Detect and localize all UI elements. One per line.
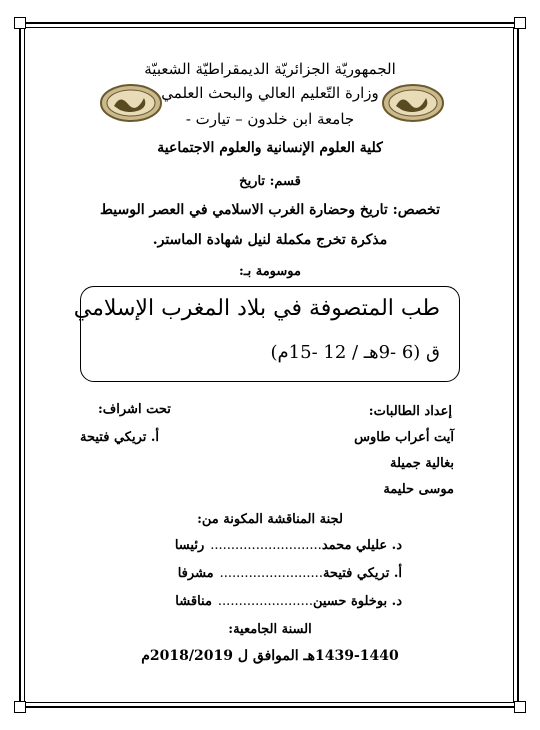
committee-member-1 (175, 538, 402, 553)
academic-year-label: السنة الجامعية: (228, 622, 312, 637)
border-corner-top-right (514, 17, 526, 29)
border-corner-top-left (14, 17, 26, 29)
committee-member-2 (178, 566, 402, 581)
student-name-1: آيت أعراب طاوس (354, 430, 454, 445)
committee-heading: لجنة المناقشة المكونة من: (197, 512, 343, 527)
thesis-dates: ق (6 -9هـ / 12 -15م) (270, 342, 440, 363)
thesis-title: طب المتصوفة في بلاد المغرب الإسلامي (73, 296, 440, 321)
student-name-2: بغالية جميلة (390, 456, 454, 471)
titled-label: موسومة بـ: (239, 264, 301, 279)
supervisor-name: أ. تريكي فتيحة (80, 430, 160, 445)
department-name: قسم: تاريخ (239, 174, 301, 189)
republic-name: الجمهوريّة الجزائريّة الديمقراطيّة الشعبيّة (144, 60, 396, 78)
supervisor-heading: تحت اشراف: (98, 402, 171, 417)
committee-member-name: أ. تريكي فتيحة (322, 566, 402, 581)
border-corner-bottom-right (514, 701, 526, 713)
committee-member-role: مشرفا (177, 566, 214, 581)
specialty: تخصص: تاريخ وحضارة الغرب الاسلامي في العصر الوسيط (100, 202, 440, 218)
ministry-name: وزارة التّعليم العالي والبحث العلمي (161, 84, 379, 102)
university-name: جامعة ابن خلدون – تيارت - (185, 110, 355, 128)
committee-member-name: د. عليلي محمد (321, 538, 402, 553)
border-corner-bottom-left (14, 701, 26, 713)
committee-member-3 (175, 594, 402, 609)
committee-dots: ......................... (219, 566, 323, 581)
committee-dots: ....................... (217, 594, 313, 609)
students-heading: إعداد الطالبات: (368, 404, 452, 419)
committee-dots: ........................... (210, 538, 322, 553)
faculty-name: كلية العلوم الإنسانية والعلوم الاجتماعية (157, 140, 383, 156)
academic-year-value: 1439-1440هـ الموافق ل 2018/2019م (141, 648, 399, 664)
thesis-note: مذكرة تخرج مكملة لنيل شهادة الماستر. (152, 232, 388, 248)
committee-member-role: مناقشا (175, 594, 212, 609)
committee-member-role: رئيسا (174, 538, 205, 553)
committee-member-name: د. بوخلوة حسين (312, 594, 402, 609)
student-name-3: موسى حليمة (383, 482, 454, 497)
